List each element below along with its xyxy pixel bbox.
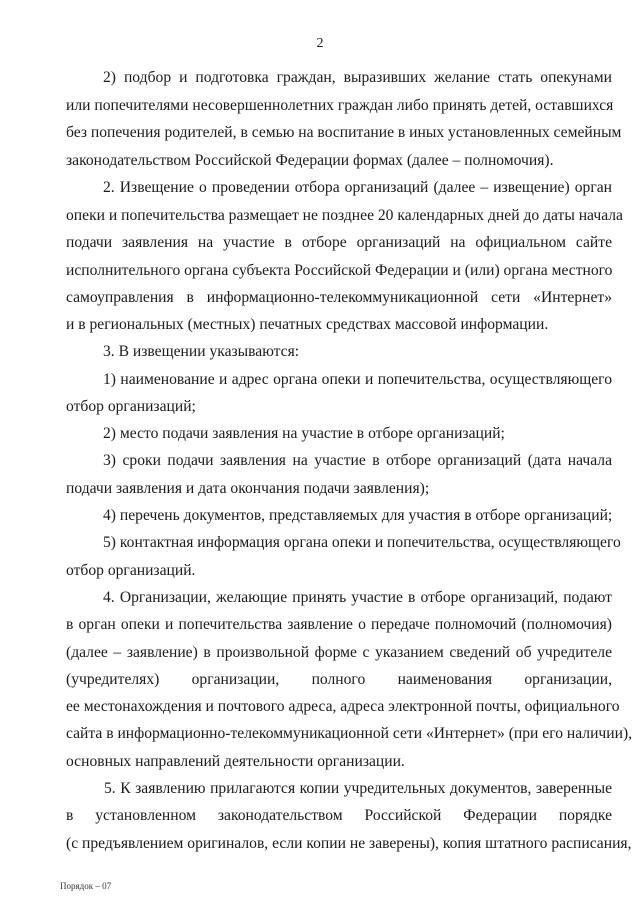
text-line: без попечения родителей, в семью на воспитание в иных установленных семейным — [66, 124, 622, 141]
text-line: ее местонахождения и почтового адреса, адреса электронной почты, официального — [66, 698, 620, 715]
text-line: исполнительного органа субъекта Российской Федерации и (или) органа местного — [66, 262, 613, 279]
text-line: 2. Извещение о проведении отбора организаций (далее – извещение) орган — [103, 179, 612, 196]
text-line: 3) сроки подачи заявления на участие в отборе организаций (дата начала — [103, 452, 612, 469]
text-line: основных направлений деятельности организации. — [66, 753, 405, 770]
text-line: 5. К заявлению прилагаются копии учредительных документов, заверенные — [104, 780, 612, 797]
text-line: сайта в информационно-телекоммуникационной сети «Интернет» (при его наличии), — [66, 725, 633, 742]
text-line: в установленном законодательством Российской Федерации порядке — [66, 807, 612, 824]
text-line: (с предъявлением оригиналов, если копии не заверены), копия штатного расписания, — [66, 835, 632, 852]
text-line: 1) наименование и адрес органа опеки и попечительства, осуществляющего — [103, 371, 612, 388]
text-line: подачи заявления на участие в отборе организаций на официальном сайте — [66, 234, 612, 251]
text-line: и в региональных (местных) печатных средствах массовой информации. — [66, 316, 549, 333]
text-line: (учредителях) организации, полного наименования организации, — [66, 671, 612, 688]
text-line: опеки и попечительства размещает не позднее 20 календарных дней до даты начала — [66, 207, 623, 224]
text-line: 3. В извещении указываются: — [103, 343, 300, 360]
text-line: самоуправления в информационно-телекоммуникационной сети «Интернет» — [66, 289, 612, 306]
text-line: отбор организаций. — [66, 562, 196, 579]
text-line: законодательством Российской Федерации формах (далее – полномочия). — [66, 152, 554, 169]
page-number: 2 — [316, 36, 324, 51]
text-line: (далее – заявление) в произвольной форме с указанием сведений об учредителе — [66, 644, 612, 661]
text-line: 5) контактная информация органа опеки и попечительства, осуществляющего — [103, 534, 621, 551]
footer-label: Порядок – 07 — [60, 881, 112, 891]
text-line: или попечителями несовершеннолетних граждан либо принять детей, оставшихся — [66, 97, 614, 114]
text-line: 4. Организации, желающие принять участие в отборе организаций, подают — [103, 589, 612, 606]
text-line: в орган опеки и попечительства заявление о передаче полномочий (полномочия) — [66, 616, 612, 633]
text-line: 2) подбор и подготовка граждан, выразивших желание стать опекунами — [103, 69, 612, 86]
text-line: отбор организаций; — [66, 398, 196, 415]
text-line: подачи заявления и дата окончания подачи заявления); — [66, 480, 430, 497]
text-line: 4) перечень документов, представляемых для участия в отборе организаций; — [103, 507, 613, 524]
text-line: 2) место подачи заявления на участие в отборе организаций; — [103, 425, 505, 442]
